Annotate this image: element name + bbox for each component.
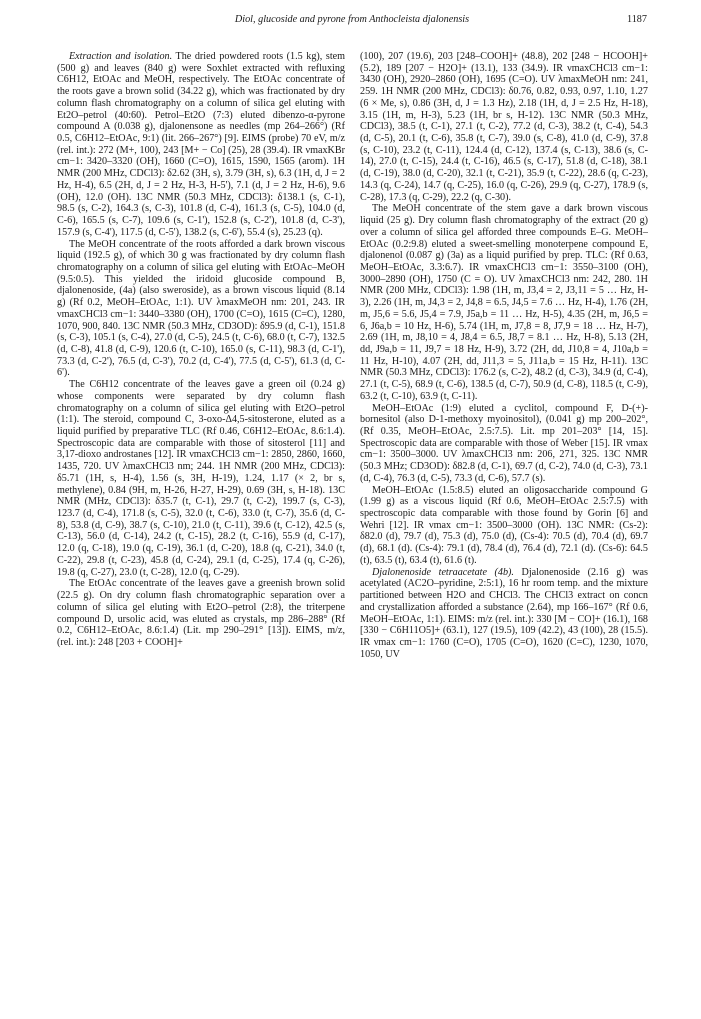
paragraph-text: The MeOH concentrate of the stem gave a dark brown viscous liquid (25 g). Dry column flash chromatography of the extract (20 g) over a column of silica gel afforded three compounds E–G. MeOH–EtOAc (0.2:9.8) eluted a sweet-smelling monoterpene compound E, djalonenol (0.087 g) (3a) as a liquid purified by prep. TLC: (Rf 0.63, MeOH–EtOAc, 3.3:6.7). IR νmaxCHCl3 cm−1: 3550–3100 (OH), 3000–2890 (OH), 1750 (C = O). UV λmaxCHCl3 nm: 242, 280. 1H NMR (200 MHz, CDCl3): 1.98 (1H, m, J3,4 = 2, J3,11 = 5 … Hz, H-3), 2.26 (1H, m, J4,3 = 2, J4,8 = 6.5, J4,5 = 7.6 … Hz, H-4), 1.76 (2H, m, J5,6 = 5.6, J5,4 = 7.9, J5a,b = 11 … Hz, H-5), 4.35 (2H, m, J6,5 = 6, J6a,b = 10 Hz, H-6), 5.74 (1H, m, J7,8 = 8, J7,9 = 18 … Hz, H-7), 2.69 (1H, m, J8,10 = 4, J8,4 = 6.5, J8,7 = 8.1 … Hz, H-8), 5.13 (2H, dd, J9a,b = 11, J9,7 = 18 Hz, H-9), 3.72 (2H, dd, J10,8 = 4, J10a,b = 11 Hz, H-10), 4.07 (2H, dd, J11,3 = 5, J11a,b = 15 Hz, H-11). 13C NMR (50.3 MHz, CDCl3): 176.2 (s, C-2), 48.2 (d, C-3), 34.9 (d, C-4), 27.1 (t, C-5), 68.9 (t, C-6), 138.5 (d, C-7), 50.9 (d, C-8), 118.5 (t, C-9), 63.2 (t, C-10), 63.9 (t, C-11). <box>360 203 648 402</box>
left-column <box>57 51 345 649</box>
paragraph <box>57 239 345 380</box>
paragraph <box>360 51 648 203</box>
paragraph <box>360 403 648 485</box>
paragraph <box>360 567 648 661</box>
paragraph <box>57 578 345 648</box>
paragraph-text: The MeOH concentrate of the roots afforded a dark brown viscous liquid (192.5 g), of which 30 g was fractionated by dry column flash chromatography on a column of silica gel eluting with EtOAc–MeOH (9.5:0.5). This yielded the iridoid glucoside compound B, djalonenoside, (4a) (also sweroside), as a brown viscous liquid (8.14 g) (Rf 0.2, MeOH–EtOAc, 1:1). UV λmaxMeOH nm: 201, 243. IR νmaxCHCl3 cm−1: 3440–3380 (OH), 1700 (C=O), 1615 (C=C), 1280, 1070, 900, 840. 13C NMR (50.3 MHz, CD3OD): δ95.9 (d, C-1), 151.8 (s, C-3), 105.1 (s, C-4), 27.0 (d, C-5), 24.5 (t, C-6), 68.0 (t, C-7), 132.5 (d, C-8), 41.8 (d, C-9), 120.6 (t, C-10), 165.0 (s, C-11), 98.3 (d, C-1'), 73.3 (d, C-2'), 76.5 (d, C-3'), 70.2 (d, C-4'), 77.5 (d, C-5'), 61.3 (d, C-6'). <box>57 238 345 379</box>
paragraph-text: The EtOAc concentrate of the leaves gave a greenish brown solid (22.5 g). On dry column flash chromatographic separation over a column of silica gel eluting with Et2O–petrol (2:8), the triterpene compound D, ursolic acid, was eluted as crystals, mp 286–288° (Rf 0.2, C6H12–EtOAc, 8.6:1.4) (Lit. mp 290–291° [13]). EIMS, m/z, (rel. int.): 248 [203 + COOH]+ <box>57 578 345 648</box>
paragraph-text: Djalonenoside (2.16 g) was acetylated (AC2O–pyridine, 2:5:1), 16 hr room temp. and the mixture partitioned between H2O and CHCl3. The CHCl3 extract on concn and crystallization afforded a substance (2.64), mp 166–167° (Rf 0.6, MeOH–EtOAc, 1:1). EIMS: m/z (rel. int.): 330 [M − CO]+ (16.1), 168 [330 − C6H11O5]+ (63.1), 127 (19.5), 109 (42.2), 43 (100), 28 (15.5). IR νmax cm−1: 1760 (C=O), 1705 (C=O), 1620 (C=C), 1230, 1070, 1050, UV <box>360 566 648 660</box>
paragraph-text: The C6H12 concentrate of the leaves gave a green oil (0.24 g) whose components were separated by dry column flash chromatography on a column of silica gel eluting with Et2O–petrol (1:1). The steroid, compound C, 3-oxo-Δ4,5-sitosterone, eluted as a liquid purified by preparative TLC (Rf 0.46, C6H12–EtOAc, 8.6:1.4). Spectroscopic data are comparable with those of sitosterol [11] and 3,17-dioxo androstanes [12]. IR νmaxCHCl3 cm−1: 2850, 2860, 1660, 1435, 720. UV λmaxCHCl3 nm; 244. 1H NMR (200 MHz, CDCl3): δ5.71 (1H, s, H-4), 1.56 (s, 3H, H-19), 1.24, 1.17 (× 2, br s, methylene), 0.84 (9H, m, H-26, H-27, H-29), 0.69 (3H, s, H-18). 13C NMR (MHz, CDCl3): δ35.7 (t, C-1), 29.7 (t, C-2), 199.7 (s, C-3), 123.7 (d, C-4), 171.8 (s, C-5), 32.0 (t, C-6), 33.0 (t, C-7), 35.6 (d, C-8), 53.8 (d, C-9), 38.7 (s, C-10), 21.0 (t, C-11), 39.6 (t, C-12), 42.5 (s, C-13), 56.0 (d, C-14), 24.2 (t, C-15), 28.2 (t, C-16), 55.9 (d, C-17), 12.0 (q, C-18), 19.0 (q, C-19), 36.1 (d, C-20), 18.8 (q, C-21), 34.0 (t, C-22), 29.8 (t, C-23), 45.8 (d, C-24), 29.1 (d, C-25), 17.4 (q, C-26), 19.8 (q, C-27), 23.0 (t, C-28), 12.0 (q, C-29). <box>57 379 345 578</box>
paragraph-text: The dried powdered roots (1.5 kg), stem (500 g) and leaves (840 g) were Soxhlet extracted with refluxing C6H12, EtOAc and MeOH, respectively. The EtOAc concentrate of the roots gave a brown solid (34.22 g), which was fractionated by dry column flash chromatography on a column of silica gel eluting with Et2O–petrol (40:60). Petrol–Et2O (7:3) eluted dibenzo-α-pyrone compound A (0.038 g), djalonensone as needles (mp 264–266°) (Rf 0.5, C6H12–EtOAc, 9:1) (lit. 266–267°) [9]. EIMS (probe) 70 eV, m/z (rel. int.): 272 (M+, 100), 243 [M+ − Co] (25), 28 (39.4). IR νmaxKBr cm−1: 3420–3320 (OH), 1660 (C=O), 1615, 1590, 1565 (arom). 1H NMR (200 MHz, CDCl3): δ2.62 (3H, s), 3.79 (3H, s), 6.3 (1H, d, J = 2 Hz, H-4), 6.5 (2H, d, J = 2 Hz, H-3, H-5'), 7.1 (d, J = 2 Hz, H-6), 9.6 (OH), 12.0 (OH). 13C NMR (50.3 MHz, CDCl3): δ138.1 (s, C-1), 98.5 (s, C-2), 164.3 (s, C-3), 101.8 (d, C-4), 161.3 (s, C-5), 104.0 (d, C-6), 165.5 (s, C-7), 109.6 (s, C-1'), 152.8 (s, C-2'), 101.8 (d, C-3'), 157.9 (s, C-4'), 117.5 (d, C-5'), 138.2 (s, C-6'), 55.4 (s), 25.23 (q). <box>57 51 346 238</box>
paragraph-text: (100), 207 (19.6), 203 [248–COOH]+ (48.8), 202 [248 − HCOOH]+ (5.2), 189 [207 − H2O]+ (13.1), 133 (34.9). IR νmaxCHCl3 cm−1: 3430 (OH), 2920–2860 (OH), 1695 (C=O). UV λmaxMeOH nm: 241, 259. 1H NMR (200 MHz, CDCl3): δ0.76, 0.82, 0.93, 0.97, 1.10, 1.27 (6 × Me, s), 0.86 (3H, d, J = 1.3 Hz), 2.18 (1H, d, J = 2.5 Hz, H-18), 3.15 (1H, m, H-3), 5.23 (1H, br s, H-12). 13C NMR (50.3 MHz, CDCl3), 38.5 (t, C-1), 27.1 (t, C-2), 77.2 (d, C-3), 38.2 (t, C-4), 54.3 (d, C-5), 20.1 (t, C-6), 35.8 (t, C-7), 39.0 (s, C-8), 41.0 (d, C-9), 37.8 (s, C-10), 23.2 (t, C-11), 124.4 (d, C-12), 137.4 (s, C-13), 38.6 (s, C-14), 27.0 (t, C-15), 24.4 (t, C-16), 46.5 (s, C-17), 51.8 (d, C-18), 38.1 (d, C-19), 38.0 (d, C-20), 32.1 (t, C-21), 35.9 (t, C-22), 28.6 (q, C-23), 14.3 (q, C-24), 14.7 (q, C-25), 16.0 (q, C-26), 29.9 (q, C-27), 178.9 (s, C-28), 17.3 (q, C-29), 22.2 (q, C-30). <box>360 51 648 203</box>
paragraph <box>57 379 345 578</box>
section-lead: Extraction and isolation. <box>69 51 173 62</box>
running-title: Diol, glucoside and pyrone from Anthocleista djalonensis <box>234 14 470 25</box>
paragraph-text: MeOH–EtOAc (1:9) eluted a cyclitol, compound F, D-(+)-bornesitol (also D-1-methoxy myoinositol), (0.041 g) mp 200–202°, (Rf 0.35, MeOH–EtOAc, 2.5:7.5). Lit. mp 201–203° [14, 15]. Spectroscopic data are comparable with those of Weber [15]. IR νmax cm−1: 3500–3000. UV λmaxCHCl3 nm: 206, 271, 325. 13C NMR (50.3 MHz; CD3OD): δ82.8 (d, C-1), 69.7 (d, C-2), 74.0 (d, C-3), 73.1 (d, C-4), 76.3 (d, C-5), 73.3 (d, C-6), 57.7 (s). <box>360 402 648 484</box>
section-lead: Djalonenoside tetraacetate (4b). <box>372 566 514 578</box>
page-number: 1187 <box>627 14 647 25</box>
paragraph <box>57 51 345 239</box>
paragraph-text: MeOH–EtOAc (1.5:8.5) eluted an oligosaccharide compound G (1.99 g) as a viscous liquid (Rf 0.6, MeOH–EtOAc 2.5:7.5) with spectroscopic data comparable with those found by Gorin [6] and Wehri [12]. IR νmax cm−1: 3500–3000 (OH). 13C NMR: (Cs-2): δ82.0 (d), 79.7 (d), 75.3 (d), 75.0 (d), (Cs-4): 70.5 (d), 70.4 (d), 69.7 (d), 68.1 (d). (Cs-4): 79.1 (d), 78.4 (d), 76.4 (d), 72.1 (d). (Cs-6): 64.5 (t), 63.5 (t), 63.4 (t), 61.6 (t). <box>360 484 648 566</box>
page-header <box>57 14 647 30</box>
paragraph <box>360 485 648 567</box>
paragraph <box>360 203 648 402</box>
right-column <box>360 51 648 660</box>
